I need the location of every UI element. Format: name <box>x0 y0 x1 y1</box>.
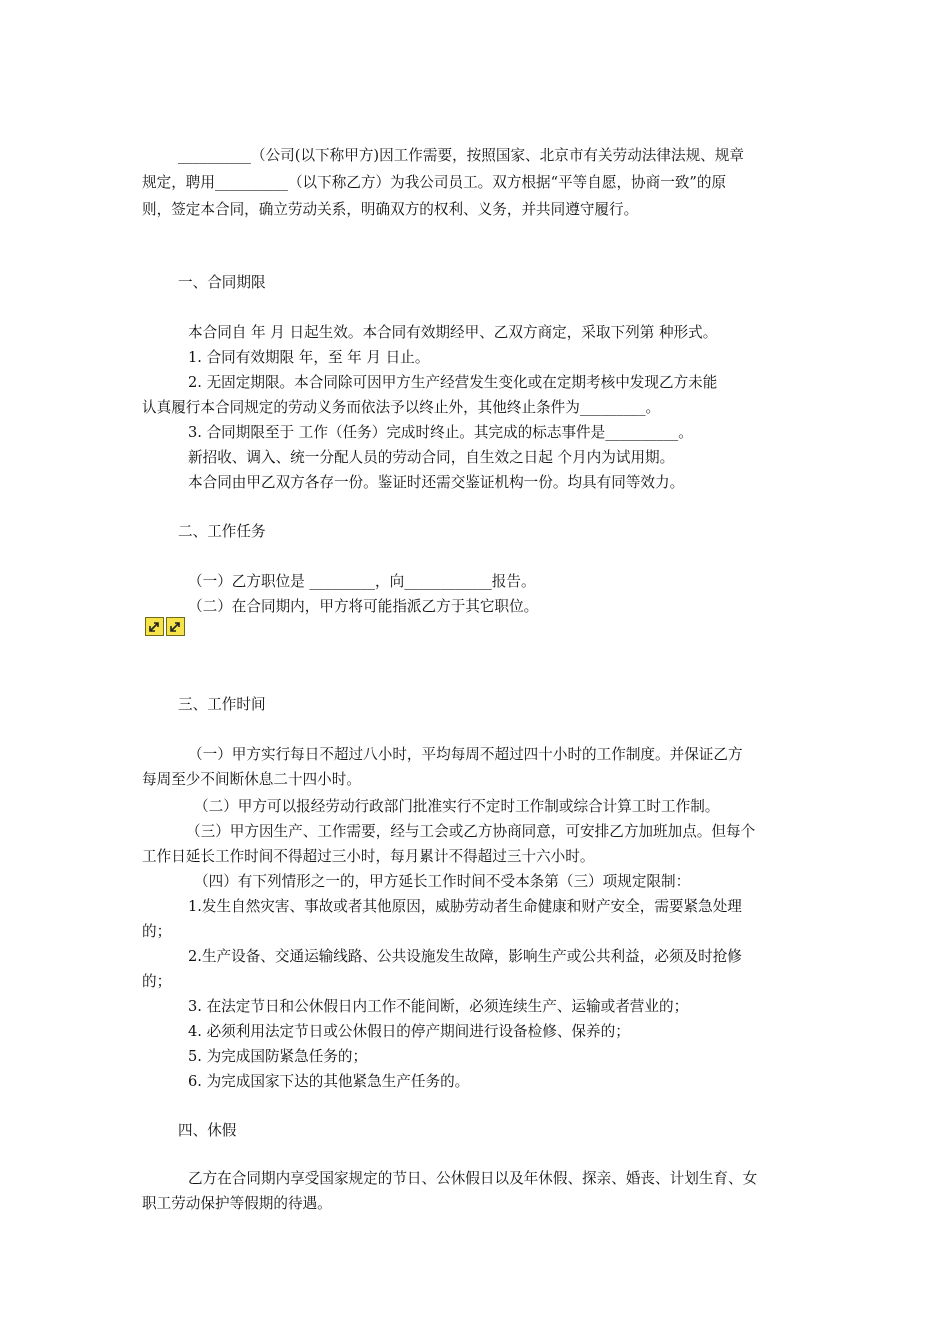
section-3-heading: 三、工作时间 <box>178 696 266 713</box>
section-3-line: 4. 必须利用法定节日或公休假日的停产期间进行设备检修、保养的； <box>188 1023 630 1040</box>
section-1-heading: 一、合同期限 <box>178 274 266 291</box>
section-3-line: 工作日延长工作时间不得超过三小时，每月累计不得超过三十六小时。 <box>142 848 595 865</box>
section-3-line: 1.发生自然灾害、事故或者其他原因，威胁劳动者生命健康和财产安全，需要紧急处理 <box>188 898 742 915</box>
section-1-line: 本合同由甲乙双方各存一份。鉴证时还需交鉴证机构一份。均具有同等效力。 <box>188 474 685 491</box>
section-2-heading: 二、工作任务 <box>178 523 266 540</box>
link-icon[interactable] <box>145 617 164 636</box>
intro-line-2: 规定，聘用__________（以下称乙方）为我公司员工。双方根据“平等自愿，协商一致”的原 <box>142 174 727 191</box>
section-1-line: 2. 无固定期限。本合同除可因甲方生产经营发生变化或在定期考核中发现乙方未能 <box>188 374 718 391</box>
intro-line-3: 则，签定本合同，确立劳动关系，明确双方的权利、义务，并共同遵守履行。 <box>142 201 639 218</box>
section-3-line: （一）甲方实行每日不超过八小时，平均每周不超过四十小时的工作制度。并保证乙方 <box>188 746 743 763</box>
section-3-line: 5. 为完成国防紧急任务的； <box>188 1048 368 1065</box>
intro-line-1: __________（公司(以下称甲方)因工作需要，按照国家、北京市有关劳动法律法规、规章 <box>178 147 744 164</box>
section-3-line: （三）甲方因生产、工作需要，经与工会或乙方协商同意，可安排乙方加班加点。但每个 <box>186 823 756 840</box>
section-4-line: 乙方在合同期内享受国家规定的节日、公休假日以及年休假、探亲、婚丧、计划生育、女 <box>188 1170 758 1187</box>
section-4-line: 职工劳动保护等假期的待遇。 <box>142 1195 332 1212</box>
section-3-line: （二）甲方可以报经劳动行政部门批准实行不定时工作制或综合计算工时工作制。 <box>194 798 720 815</box>
section-3-line: 的； <box>142 973 172 990</box>
section-1-line: 1. 合同有效期限 年，至 年 月 日止。 <box>188 349 430 366</box>
embedded-icons <box>145 617 185 636</box>
section-1-line: 3. 合同期限至于 工作（任务）完成时终止。其完成的标志事件是__________。 <box>188 424 693 441</box>
section-1-line: 认真履行本合同规定的劳动义务而依法予以终止外，其他终止条件为_________。 <box>142 399 661 416</box>
section-3-line: 3. 在法定节日和公休假日内工作不能间断，必须连续生产、运输或者营业的； <box>188 998 689 1015</box>
section-3-line: （四）有下列情形之一的，甲方延长工作时间不受本条第（三）项规定限制： <box>194 873 691 890</box>
section-1-line: 本合同自 年 月 日起生效。本合同有效期经甲、乙双方商定，采取下列第 种形式。 <box>188 324 718 341</box>
section-3-line: 2.生产设备、交通运输线路、公共设施发生故障，影响生产或公共利益，必须及时抢修 <box>188 948 742 965</box>
section-1-line: 新招收、调入、统一分配人员的劳动合同，自生效之日起 个月内为试用期。 <box>188 449 675 466</box>
section-2-line: （一）乙方职位是 _________，向____________报告。 <box>188 573 536 590</box>
link-icon[interactable] <box>166 617 185 636</box>
section-2-line: （二）在合同期内，甲方将可能指派乙方于其它职位。 <box>188 598 539 615</box>
section-3-line: 每周至少不间断休息二十四小时。 <box>142 771 361 788</box>
section-3-line: 6. 为完成国家下达的其他紧急生产任务的。 <box>188 1073 470 1090</box>
section-4-heading: 四、休假 <box>178 1122 237 1139</box>
section-3-line: 的； <box>142 923 172 940</box>
